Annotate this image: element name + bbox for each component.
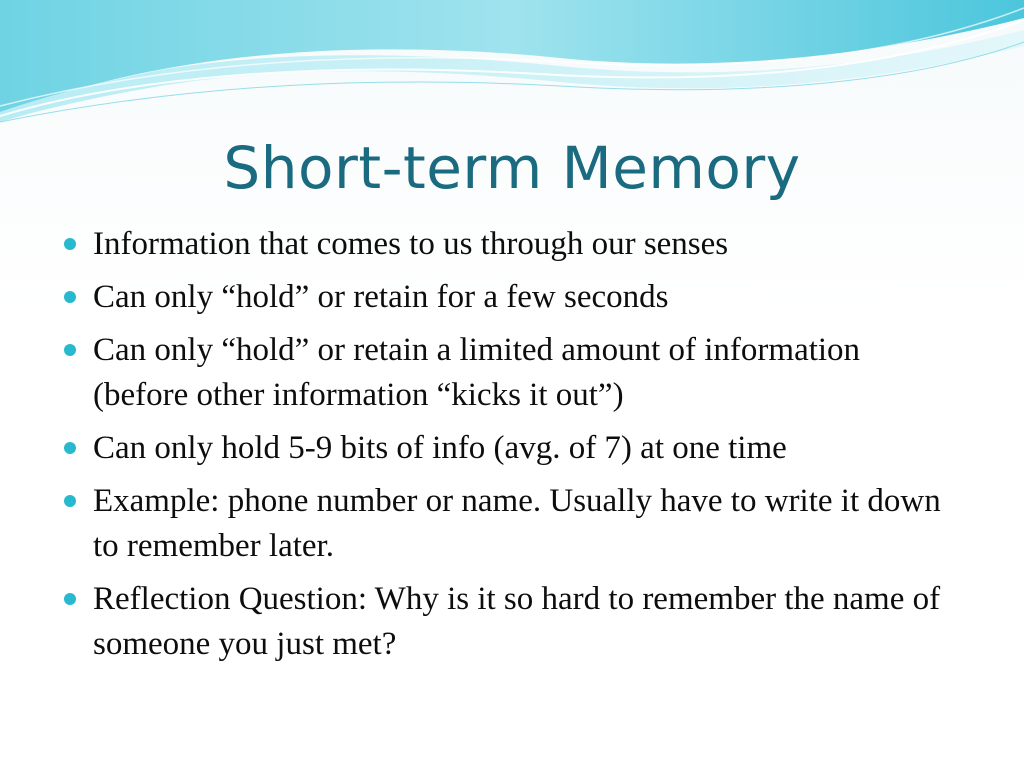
bullet-dot-icon [64,495,76,507]
bullet-list [62,222,962,675]
bullet-dot-icon [64,291,76,303]
bullet-text: Can only “hold” or retain a limited amount of information (before other information “kicks it out”) [93,332,861,413]
bullet-item [62,275,962,320]
slide-title: Short-term Memory [223,134,801,202]
bullet-item [62,479,962,569]
bullet-text: Reflection Question: Why is it so hard to remember the name of someone you just met? [93,581,941,662]
bullet-item [62,222,962,267]
bullet-text: Can only “hold” or retain for a few seconds [93,279,669,315]
bullet-text: Information that comes to us through our senses [93,226,729,262]
bullet-dot-icon [64,593,76,605]
bullet-item [62,426,962,471]
bullet-dot-icon [64,344,76,356]
header-wave-decoration [0,0,1024,130]
bullet-text: Can only hold 5-9 bits of info (avg. of 7) at one time [93,430,787,466]
bullet-text: Example: phone number or name. Usually have to write it down to remember later. [93,483,941,564]
bullet-item [62,328,962,418]
bullet-dot-icon [64,238,76,250]
bullet-item [62,577,962,667]
bullet-dot-icon [64,442,76,454]
